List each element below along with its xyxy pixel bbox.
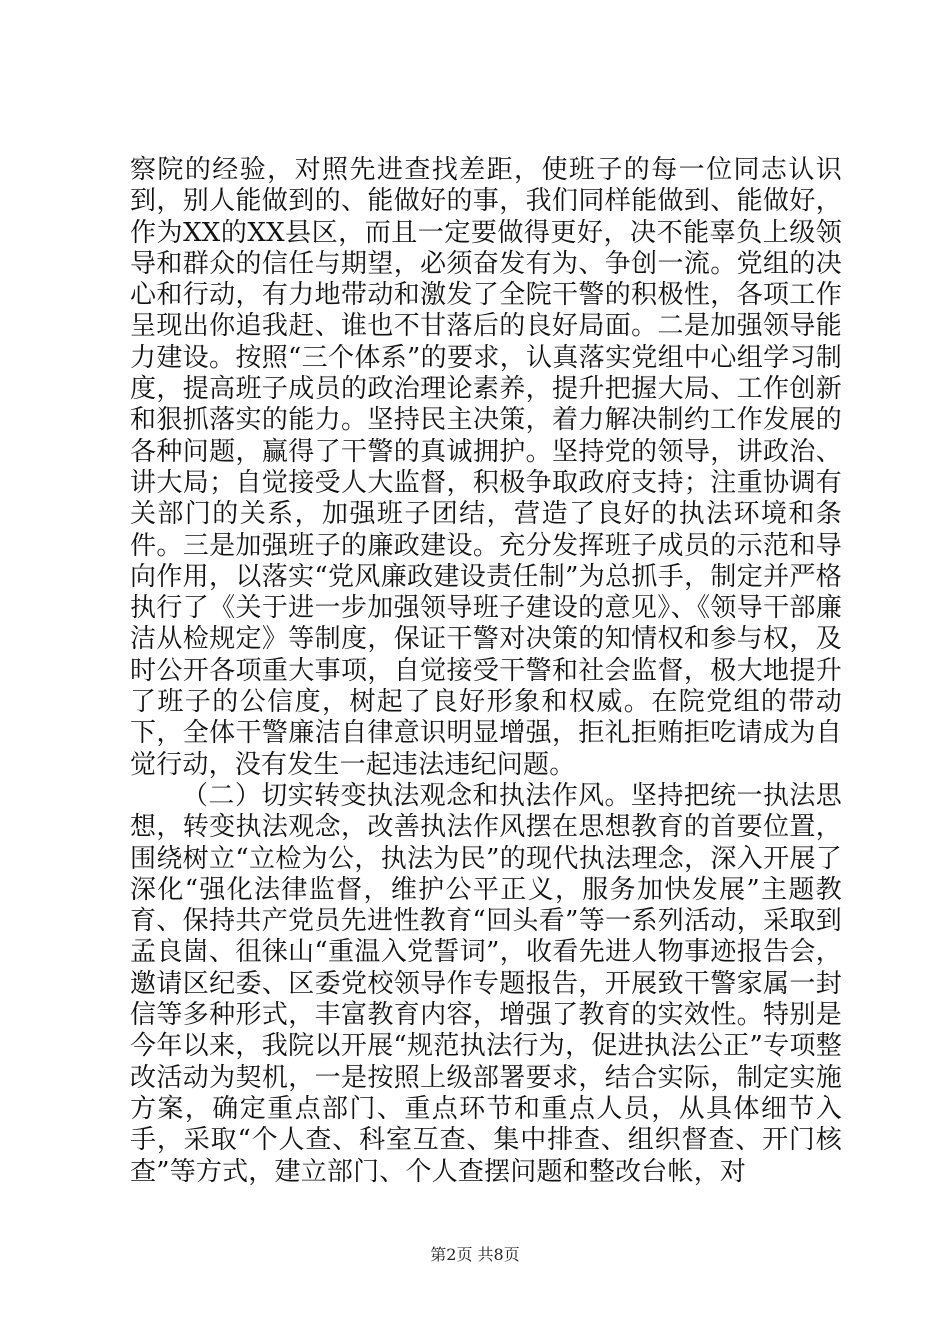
paragraph-leadership: 察院的经验，对照先进查找差距，使班子的每一位同志认识到，别人能做到的、能做好的事，我们同样能做到、能做好，作为XX的XX县区，而且一定要做得更好，决不能辜负上级领导和群众的信任与期望，必须奋发有为、争创一流。党组的决心和行动，有力地带动和激发了全院干警的积极性，各项工作呈现出你追我赶、谁也不甘落后的良好局面。二是加强领导能力建设。按照“三个体系”的要求，认真落实党组中心组学习制度，提高班子成员的政治理论素养，提升把握大局、工作创新和狠抓落实的能力。坚持民主决策，着力解决制约工作发展的各种问题，赢得了干警的真诚拥护。坚持党的领导，讲政治、讲大局；自觉接受人大监督，积极争取政府支持；注重协调有关部门的关系，加强班子团结，营造了良好的执法环境和条件。三是加强班子的廉政建设。充分发挥班子成员的示范和导向作用，以落实“党风廉政建设责任制”为总抓手，制定并严格执行了《关于进一步加强领导班子建设的意见》、《领导干部廉洁从检规定》等制度，保证干警对决策的知情权和参与权，及时公开各项重大事项，自觉接受干警和社会监督，极大地提升了班子的公信度，树起了良好形象和权威。在院党组的带动下，全体干警廉洁自律意识明显增强，拒礼拒贿拒吃请成为自觉行动，没有发生一起违法违纪问题。 xyxy=(130,155,842,780)
document-body xyxy=(130,155,842,1188)
paragraph-law-enforcement: （二）切实转变执法观念和执法作风。坚持把统一执法思想，转变执法观念，改善执法作风摆在思想教育的首要位置，围绕树立“立检为公，执法为民”的现代执法理念，深入开展了深化“强化法律监督，维护公平正义，服务加快发展”主题教育、保持共产党员先进性教育“回头看”等一系列活动，采取到孟良崮、徂徕山“重温入党誓词”，收看先进人物事迹报告会，邀请区纪委、区委党校领导作专题报告，开展致干警家属一封信等多种形式，丰富教育内容，增强了教育的实效性。特别是今年以来，我院以开展“规范执法行为，促进执法公正”专项整改活动为契机，一是按照上级部署要求，结合实际，制定实施方案，确定重点部门、重点环节和重点人员，从具体细节入手，采取“个人查、科室互查、集中排查、组织督查、开门核查”等方式，建立部门、个人查摆问题和整改台帐，对 xyxy=(130,780,842,1187)
page-footer: 第2页 共8页 xyxy=(430,1245,520,1264)
